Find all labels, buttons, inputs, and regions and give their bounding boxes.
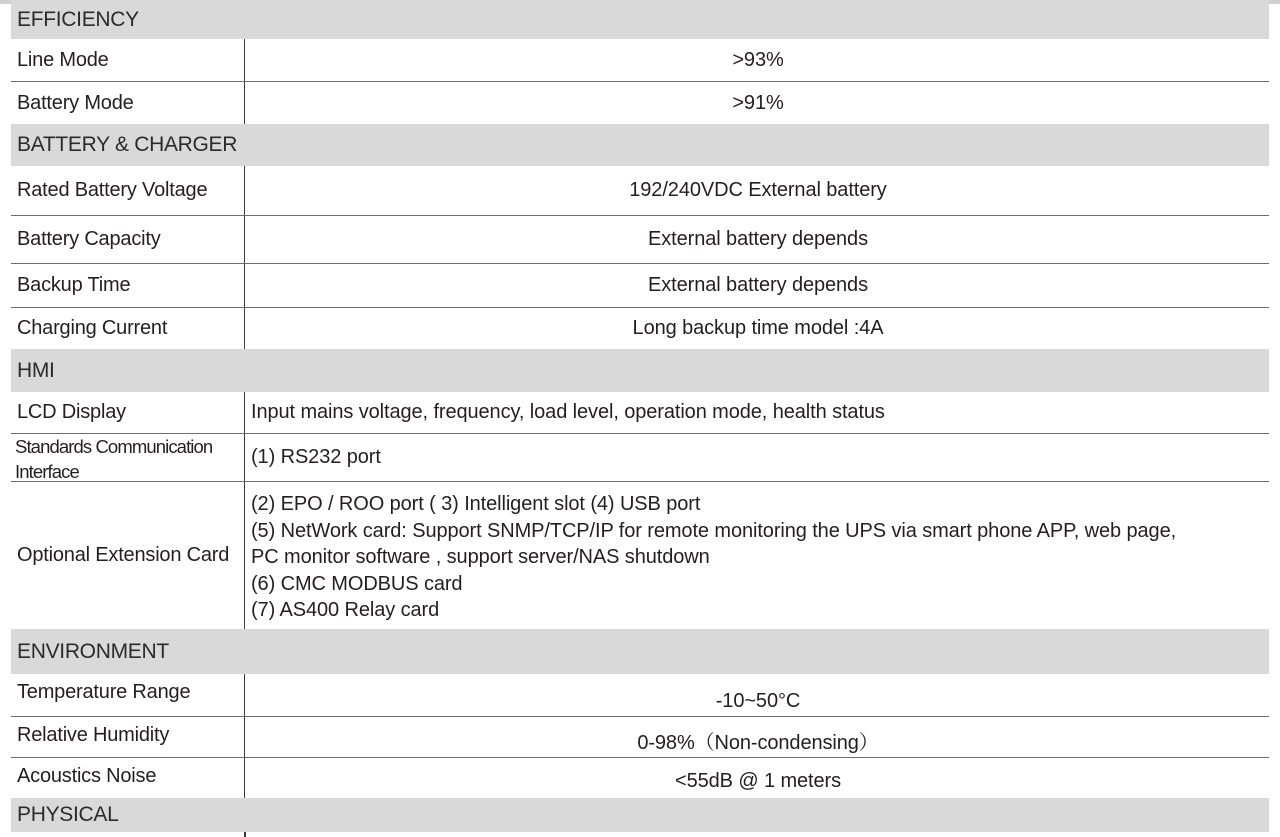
spec-label [11,434,245,481]
section-title: BATTERY & CHARGER [17,133,238,156]
physical-row-start [11,832,1269,837]
section-header-hmi [11,349,1269,392]
section-header-environment [11,629,1269,674]
spec-row-battery-mode [11,82,1269,124]
spec-row-backup-time [11,264,1269,308]
spec-value: External battery depends [648,274,868,296]
spec-value: >93% [732,48,784,71]
column-divider [244,832,246,837]
spec-label: Temperature Range [11,674,245,716]
spec-label: Rated Battery Voltage [11,166,245,215]
spec-row-charging-current [11,308,1269,349]
spec-label: Battery Mode [11,82,245,124]
spec-value-list [247,482,1269,629]
section-title: EFFICIENCY [17,7,139,31]
spec-label: LCD Display [11,392,245,433]
spec-value-line: (7) AS400 Relay card [251,599,440,622]
spec-value: External battery depends [648,228,868,250]
spec-value-line: (5) NetWork card: Support SNMP/TCP/IP for remote monitoring the UPS via smart phone APP, web page, [251,519,1177,542]
spec-label: Acoustics Noise [11,758,245,798]
spec-row-line-mode [11,39,1269,82]
spec-value: Long backup time model :4A [632,317,884,339]
section-title: ENVIRONMENT [17,639,169,663]
spec-value: 192/240VDC External battery [629,179,887,201]
spec-row-temperature-range [11,674,1269,717]
spec-row-standards-communication [11,434,1269,482]
spec-label-line: Standards Communication [15,436,213,457]
spec-label: Battery Capacity [11,216,245,263]
section-header-efficiency [11,0,1269,39]
section-header-physical [11,798,1269,832]
spec-row-optional-extension-card [11,482,1269,629]
spec-label: Relative Humidity [11,717,245,757]
spec-value: <55dB @ 1 meters [674,769,841,792]
spec-value: Input mains voltage, frequency, load level, operation mode, health status [251,401,885,423]
spec-row-rated-battery-voltage [11,166,1269,216]
section-title: PHYSICAL [17,803,119,826]
spec-row-lcd-display [11,392,1269,434]
spec-label: Charging Current [11,308,245,349]
section-header-battery [11,124,1269,166]
spec-value-line: (6) CMC MODBUS card [251,572,463,595]
spec-value-line: PC monitor software , support server/NAS shutdown [251,546,710,569]
spec-label-line: Interface [15,461,79,482]
spec-value: 0-98%（Non-condensing） [637,731,879,754]
spec-row-acoustics-noise [11,758,1269,798]
spec-value: >91% [732,91,784,114]
section-title: HMI [17,358,55,382]
spec-label: Backup Time [11,264,245,307]
spec-label: Optional Extension Card [11,482,245,629]
spec-value: (1) RS232 port [251,446,381,468]
spec-value-line: (2) EPO / ROO port ( 3) Intelligent slot (4) USB port [251,493,701,515]
spec-label: Line Mode [11,39,245,81]
spec-row-relative-humidity [11,717,1269,758]
spec-value: -10~50°C [715,689,801,712]
spec-row-battery-capacity [11,216,1269,264]
